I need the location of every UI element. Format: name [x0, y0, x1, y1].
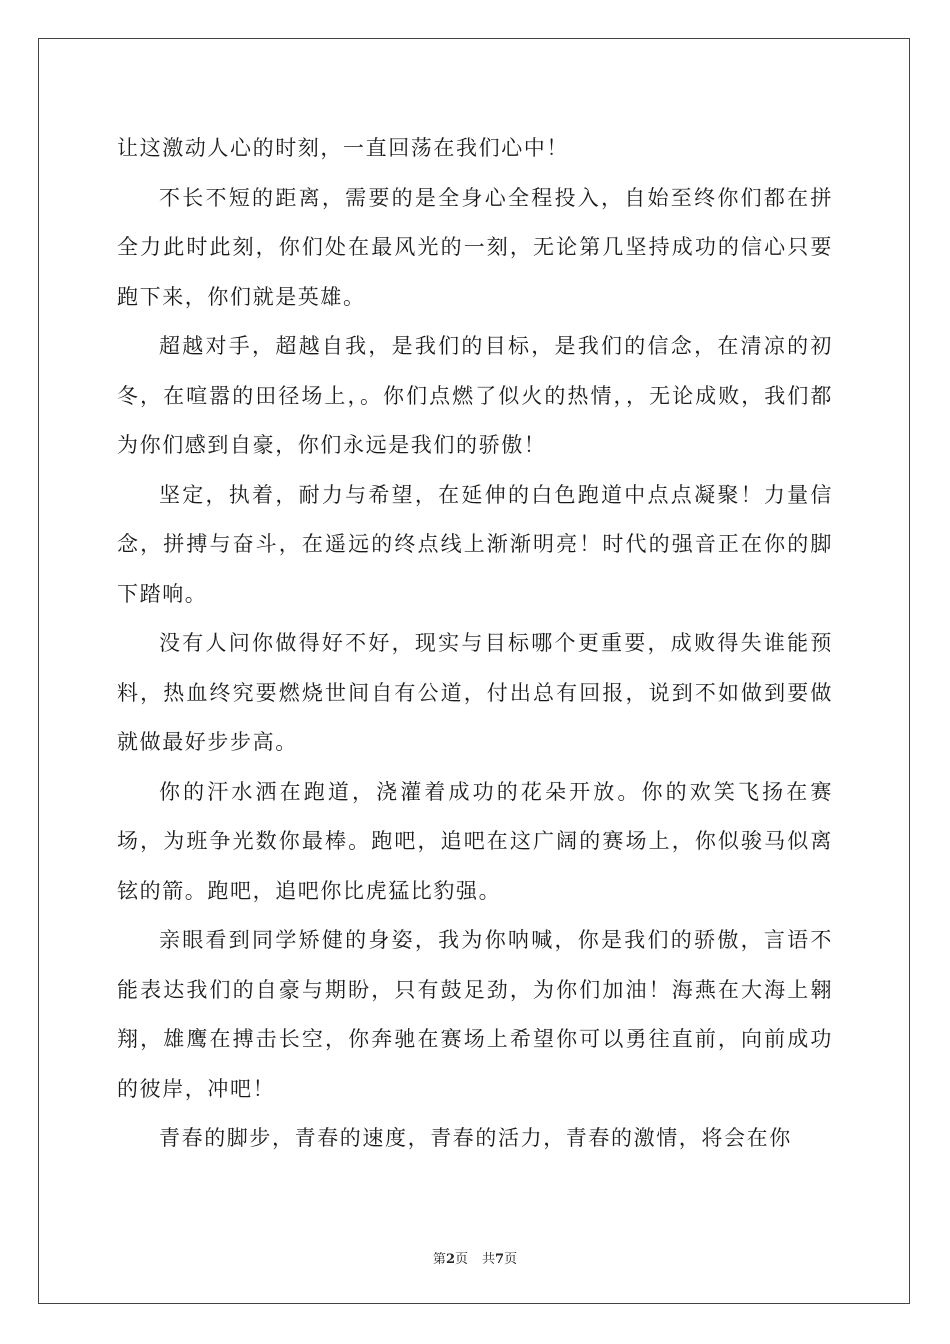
- paragraph: 不长不短的距离，需要的是全身心全程投入，自始至终你们都在拼全力此时此刻，你们处在最风光的一刻，无论第几坚持成功的信心只要跑下来，你们就是英雄。: [117, 185, 833, 309]
- paragraph: 坚定，执着，耐力与希望，在延伸的白色跑道中点点凝聚！力量信念，拼搏与奋斗，在遥远的终点线上渐渐明亮！时代的强音正在你的脚下踏响。: [117, 482, 833, 606]
- total-pages: 7: [495, 1252, 505, 1267]
- paragraph: 亲眼看到同学矫健的身姿，我为你呐喊，你是我们的骄傲，言语不能表达我们的自豪与期盼，只有鼓足劲，为你们加油！海燕在大海上翱翔，雄鹰在搏击长空，你奔驰在赛场上希望你可以勇往直前，向前成功的彼岸，冲吧！: [117, 928, 833, 1101]
- page-number: 2: [445, 1252, 455, 1267]
- paragraph: 青春的脚步，青春的速度，青春的活力，青春的激情，将会在你: [159, 1126, 792, 1150]
- paragraph: 你的汗水洒在跑道，浇灌着成功的花朵开放。你的欢笑飞扬在赛场，为班争光数你最棒。跑吧，追吧在这广阔的赛场上，你似骏马似离铉的箭。跑吧，追吧你比虎猛比豹强。: [117, 779, 833, 903]
- total-label-prefix: 共: [482, 1252, 496, 1267]
- total-label-suffix: 页: [504, 1252, 518, 1267]
- document-body: [117, 124, 833, 1164]
- paragraph: 没有人问你做得好不好，现实与目标哪个更重要，成败得失谁能预料，热血终究要燃烧世间自有公道，付出总有回报，说到不如做到要做就做最好步步高。: [117, 631, 833, 754]
- page-footer: [0, 1248, 950, 1267]
- page-label-suffix: 页: [454, 1252, 468, 1267]
- paragraph: 让这激动人心的时刻，一直回荡在我们心中！: [117, 136, 569, 160]
- page-label-prefix: 第: [432, 1252, 446, 1267]
- paragraph: 超越对手，超越自我，是我们的目标，是我们的信念，在清凉的初冬，在喧嚣的田径场上，。你们点燃了似火的热情，，无论成败，我们都为你们感到自豪，你们永远是我们的骄傲！: [117, 334, 833, 457]
